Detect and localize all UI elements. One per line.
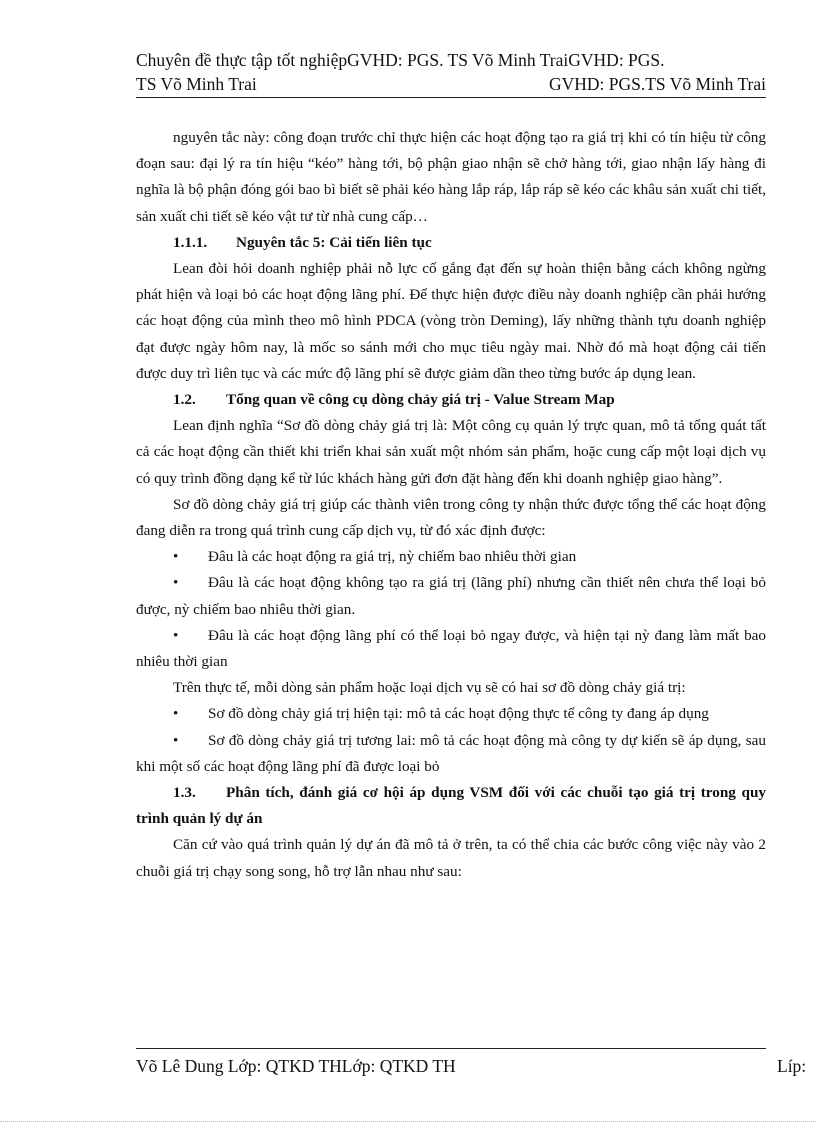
heading-number: 1.2. (173, 391, 196, 409)
bullet-icon: • (173, 626, 179, 644)
paragraph-value-chains: Căn cứ vào quá trình quản lý dự án đã mô tả ở trên, ta có thể chia các bước công việc này vào 2 chuỗi giá trị chạy song song, hỗ trợ lẫn nhau như sau: (136, 836, 766, 880)
footer-class-label: Líp: (777, 1056, 807, 1076)
footer-divider (136, 1048, 766, 1049)
header-divider (136, 97, 766, 98)
bullet-icon: • (173, 574, 179, 592)
heading-1-1-1 (136, 230, 766, 256)
document-body (136, 125, 766, 885)
bullet-icon: • (173, 731, 179, 749)
bullet-item (136, 544, 766, 570)
heading-number: 1.1.1. (173, 233, 208, 251)
heading-text: Nguyên tắc 5: Cải tiến liên tục (236, 233, 432, 251)
page-footer (136, 1054, 816, 1078)
bullet-text: Đâu là các hoạt động lãng phí có thể loại bỏ ngay được, và hiện tại nỳ đang làm mất bao nhiêu thời gian (136, 626, 766, 671)
heading-text: Phân tích, đánh giá cơ hội áp dụng VSM đối với các chuỗi tạo giá trị trong quy trình quản lý dự án (136, 784, 766, 828)
bullet-item (136, 701, 766, 727)
bullet-text: Đâu là các hoạt động ra giá trị, nỳ chiếm bao nhiêu thời gian (208, 548, 577, 566)
bullet-item (136, 570, 766, 622)
header-line-2 (136, 72, 766, 96)
heading-number: 1.3. (173, 784, 196, 802)
paragraph-two-maps: Trên thực tế, mỗi dòng sản phẩm hoặc loại dịch vụ sẽ có hai sơ đồ dòng chảy giá trị: (173, 679, 686, 697)
header-advisor-left: TS Võ Minh Trai (136, 74, 257, 94)
bullet-text: Sơ đồ dòng chảy giá trị hiện tại: mô tả các hoạt động thực tế công ty đang áp dụng (208, 705, 709, 723)
paragraph-vsm-definition: Lean định nghĩa “Sơ đồ dòng chảy giá trị là: Một công cụ quản lý trực quan, mô tả tổng quát tất cả các hoạt động cần thiết khi triển khai sản xuất một nhóm sản phẩm, hoặc cung cấp một loại dịch vụ có quy trình đồng dạng kể từ lúc khách hàng gửi đơn đặt hàng đến khi doanh nghiệp giao hàng”. (136, 417, 766, 487)
paragraph-vsm-benefits: Sơ đồ dòng chảy giá trị giúp các thành viên trong công ty nhận thức được tổng thể các hoạt động đang diễn ra trong quá trình cung cấp dịch vụ, từ đó xác định được: (136, 495, 766, 540)
bullet-item (136, 728, 766, 780)
heading-1-3 (136, 780, 766, 832)
page-header (136, 48, 766, 96)
header-advisor-right: GVHD: PGS.TS Võ Minh Trai (548, 74, 766, 94)
bullet-text: Sơ đồ dòng chảy giá trị tương lai: mô tả các hoạt động mà công ty dự kiến sẽ áp dụng, sau khi một số các hoạt động lãng phí đã được loại bỏ (136, 731, 766, 775)
page-bottom-border (0, 1121, 816, 1122)
header-line-1: Chuyên đề thực tập tốt nghiệpGVHD: PGS. TS Võ Minh TraiGVHD: PGS. (136, 50, 665, 70)
footer-author-class: Võ Lê Dung Lớp: QTKD THLớp: QTKD TH (136, 1056, 456, 1076)
paragraph-continuous-improvement: Lean đòi hỏi doanh nghiệp phải nỗ lực cố gắng đạt đến sự hoàn thiện bằng cách không ngừng phát hiện và loại bỏ các hoạt động lãng phí. Để thực hiện được điều này doanh nghiệp cần phải hướng các hoạt động của mình theo mô hình PDCA (vòng tròn Deming), lấy những thành tựu doanh nghiệp đạt được ngày hôm nay, là mốc so sánh mới cho mục tiêu ngày mai. Nhờ đó mà hoạt động cải tiến được duy trì liên tục và các mức độ lãng phí sẽ được giảm dần theo từng bước áp dụng lean. (136, 260, 766, 382)
bullet-icon: • (173, 705, 179, 723)
paragraph-pull-principle: nguyên tắc này: công đoạn trước chỉ thực hiện các hoạt động tạo ra giá trị khi có tín hiệu từ công đoạn sau: đại lý ra tín hiệu “kéo” hàng tới, bộ phận giao nhận sẽ chở hàng tới, giao nhận lấy hàng đi nghĩa là bộ phận đóng gói bao bì biết sẽ phải kéo hàng lắp ráp, lắp ráp sẽ kéo các khâu sản xuất chi tiết, sản xuất chi tiết sẽ kéo vật tư từ nhà cung cấp… (136, 129, 766, 225)
bullet-item (136, 623, 766, 675)
bullet-icon: • (173, 548, 179, 566)
heading-text: Tổng quan về công cụ dòng chảy giá trị - Value Stream Map (226, 391, 615, 409)
bullet-text: Đâu là các hoạt động không tạo ra giá trị (lãng phí) nhưng cần thiết nên chưa thể loại bỏ được, nỳ chiếm bao nhiêu thời gian. (136, 574, 766, 618)
heading-1-2 (136, 387, 766, 413)
